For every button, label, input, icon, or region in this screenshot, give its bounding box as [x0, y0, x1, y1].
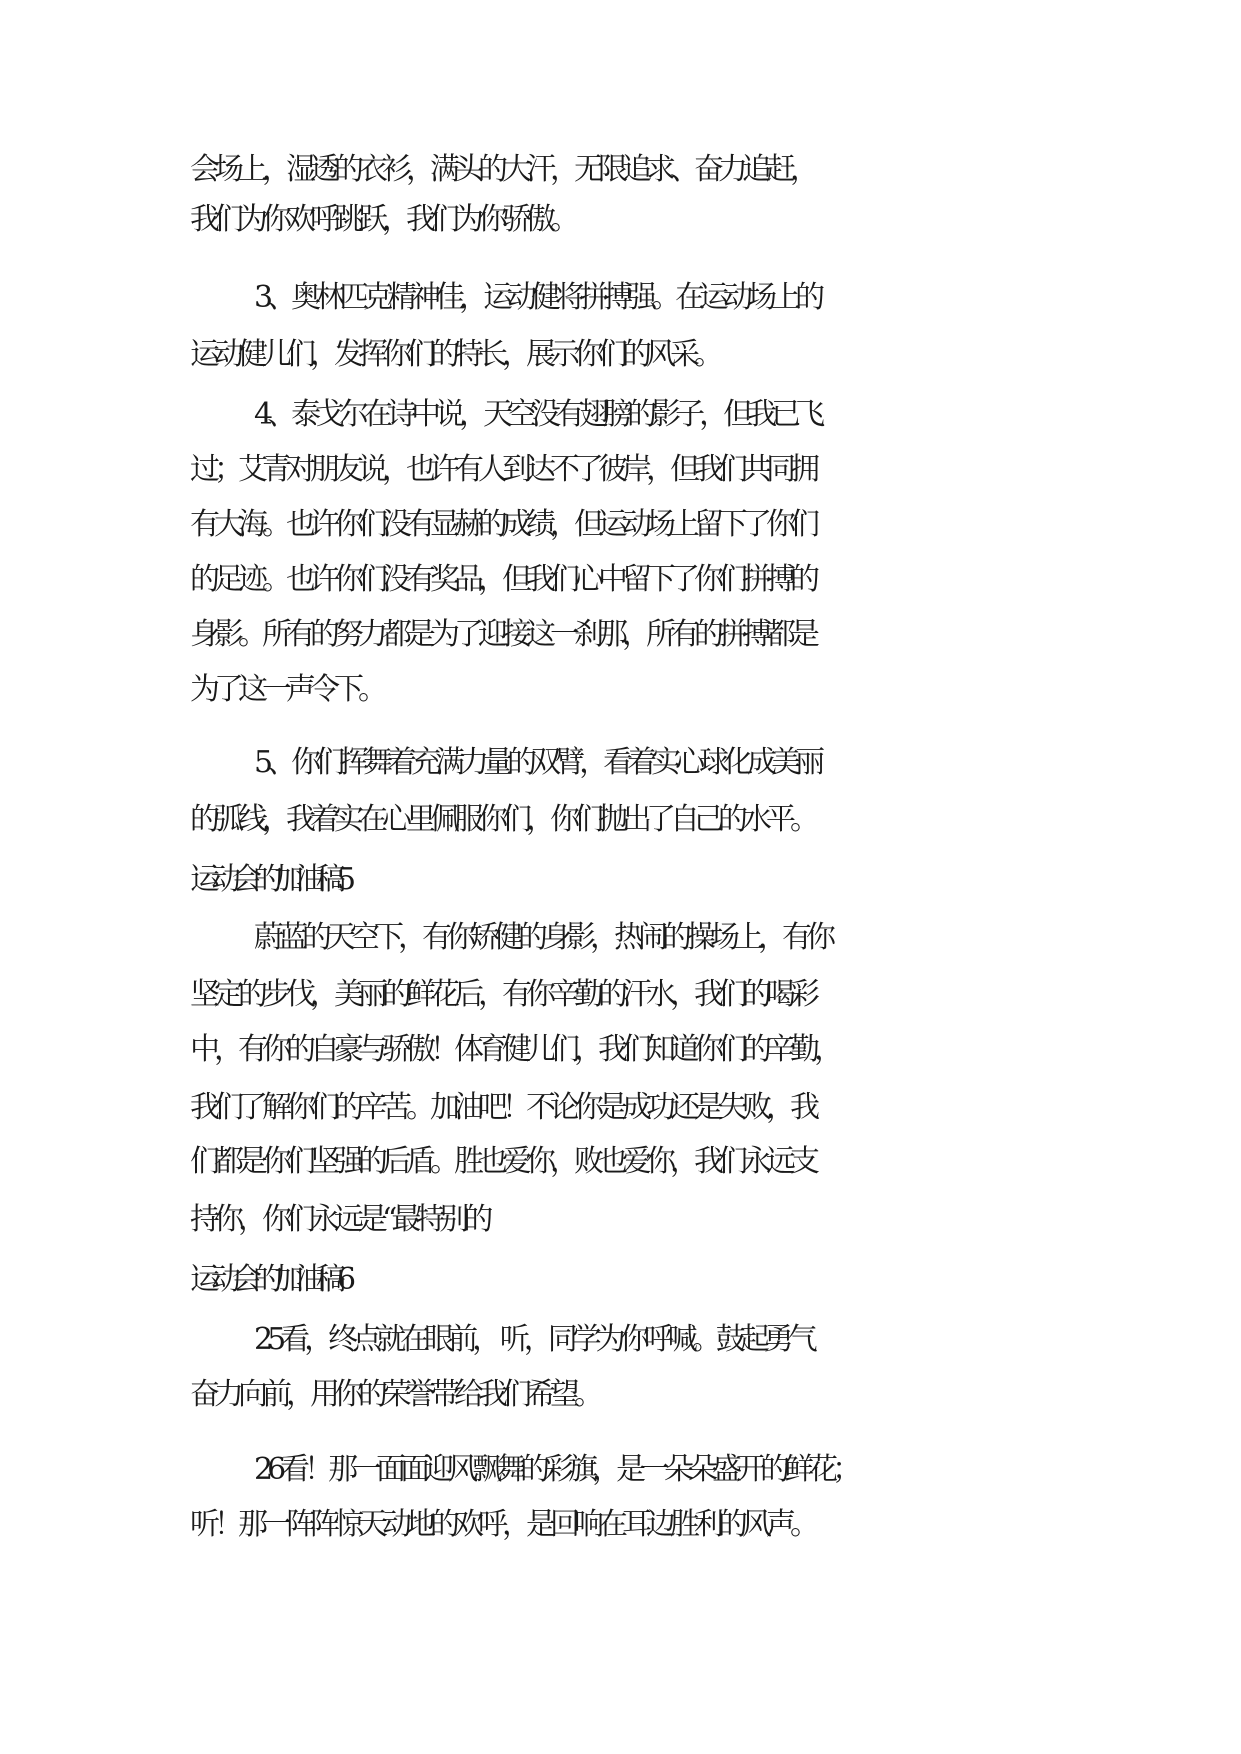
text-line: 3、奥林匹克精神佳，运动健将拼搏强。在运动场上的 — [254, 280, 820, 315]
text-line: 4、泰戈尔在诗中说，天空没有翅膀的影子，但我已飞 — [254, 397, 820, 432]
text-line: 身影。所有的努力都是为了迎接这一刹那，所有的拼搏都是 — [190, 617, 814, 652]
text-line: 会场上，湿透的衣衫，满头的大汗，无限追求、奋力追赶， — [190, 152, 814, 187]
section-heading: 运动会的加油稿6 — [190, 1262, 348, 1297]
text-line: 中，有你的自豪与骄傲！体育健儿们，我们知道你们的辛勤， — [190, 1032, 838, 1067]
text-line: 我们为你欢呼跳跃，我们为你骄傲。 — [190, 202, 574, 237]
text-line: 蔚蓝的天空下，有你矫健的身影，热闹的操场上，有你 — [254, 920, 830, 955]
text-line: 奋力向前，用你的荣誉带给我们希望。 — [190, 1377, 598, 1412]
text-line: 的弧线，我着实在心里佩服你们，你们抛出了自己的水平。 — [190, 802, 814, 837]
section-heading: 运动会的加油稿5 — [190, 862, 348, 897]
text-line: 为了这一声令下。 — [190, 672, 382, 707]
text-line: 5、你们挥舞着充满力量的双臂，看着实心球化成美丽 — [254, 745, 820, 780]
text-line: 运动健儿们，发挥你们的特长，展示你们的风采。 — [190, 337, 718, 372]
text-line: 持你，你们永远是“最特别的 — [190, 1202, 488, 1237]
text-line: 坚定的步伐，美丽的鲜花后，有你辛勤的汗水，我们的喝彩 — [190, 977, 814, 1012]
text-line: 的足迹。也许你们没有奖品，但我们心中留下了你们拼搏的 — [190, 562, 814, 597]
text-line: 我们了解你们的辛苦。加油吧！不论你是成功还是失败，我 — [190, 1090, 814, 1125]
text-line: 有大海。也许你们没有显赫的成绩，但运动场上留下了你们 — [190, 507, 814, 542]
text-line: 26看！那一面面迎风飘舞的彩旗，是一朵朵盛开的鲜花； — [254, 1452, 857, 1487]
text-line: 过；艾青对朋友说，也许有人到达不了彼岸，但我们共同拥 — [190, 452, 814, 487]
text-line: 听！那一阵阵惊天动地的欢呼，是回响在耳边胜利的风声。 — [190, 1507, 814, 1542]
text-line: 25看，终点就在眼前， 听，同学为你呼喊。鼓起勇气 — [254, 1322, 812, 1357]
text-line: 们都是你们坚强的后盾。胜也爱你，败也爱你，我们永远支 — [190, 1144, 814, 1179]
